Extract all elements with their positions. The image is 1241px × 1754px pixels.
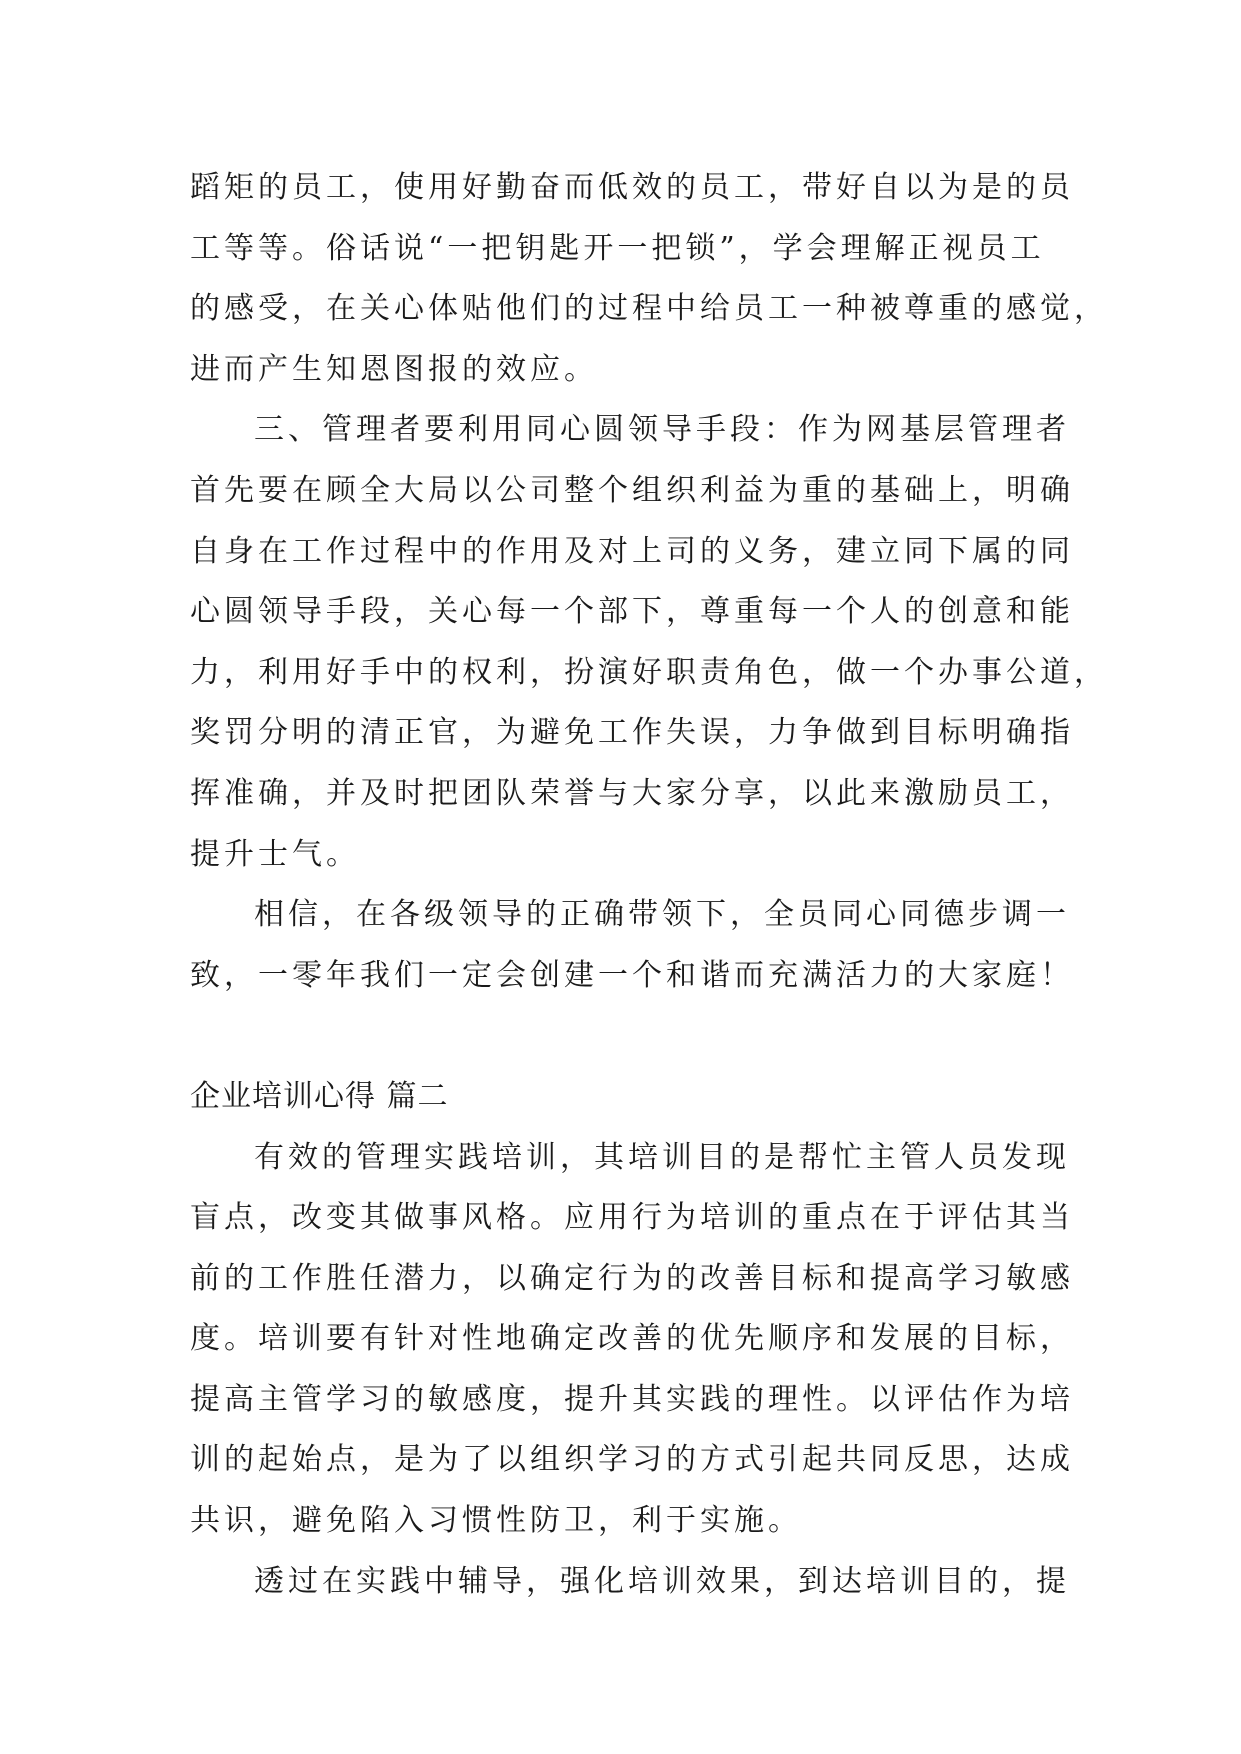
paragraph-first-line: 透过在实践中辅导，强化培训效果，到达培训目的，提: [254, 1563, 1070, 1599]
text-line: 工等等。俗话说“一把钥匙开一把锁”，学会理解正视员工: [190, 230, 1045, 266]
text-line: 提升士气。: [190, 836, 360, 872]
text-line: 致，一零年我们一定会创建一个和谐而充满活力的大家庭！: [190, 957, 1074, 993]
text-line: 度。培训要有针对性地确定改善的优先顺序和发展的目标，: [190, 1321, 1074, 1357]
paragraph-first-line: 相信，在各级领导的正确带领下，全员同心同德步调一: [254, 897, 1070, 933]
text-line: 挥准确，并及时把团队荣誉与大家分享，以此来激励员工，: [190, 775, 1074, 811]
text-line: 力，利用好手中的权利，扮演好职责角色，做一个办事公道，: [190, 654, 1108, 690]
text-line: 首先要在顾全大局以公司整个组织利益为重的基础上，明确: [190, 472, 1074, 508]
text-line: 前的工作胜任潜力，以确定行为的改善目标和提高学习敏感: [190, 1260, 1074, 1296]
text-line: 的感受，在关心体贴他们的过程中给员工一种被尊重的感觉，: [190, 291, 1108, 327]
text-line: 自身在工作过程中的作用及对上司的义务，建立同下属的同: [190, 533, 1074, 569]
document-body: [190, 158, 1108, 1612]
text-line: 心圆领导手段，关心每一个部下，尊重每一个人的创意和能: [190, 594, 1074, 630]
text-line: 训的起始点，是为了以组织学习的方式引起共同反思，达成: [190, 1442, 1074, 1478]
paragraph-first-line: 有效的管理实践培训，其培训目的是帮忙主管人员发现: [254, 1139, 1070, 1175]
section-heading: 企业培训心得 篇二: [190, 1078, 449, 1114]
text-line: 奖罚分明的清正官，为避免工作失误，力争做到目标明确指: [190, 715, 1074, 751]
paragraph-first-line: 三、管理者要利用同心圆领导手段：作为网基层管理者: [254, 412, 1070, 448]
text-line: 共识，避免陷入习惯性防卫，利于实施。: [190, 1503, 802, 1539]
text-line: 提高主管学习的敏感度，提升其实践的理性。以评估作为培: [190, 1381, 1074, 1417]
blank-line: [190, 1006, 1090, 1067]
text-line: 进而产生知恩图报的效应。: [190, 351, 598, 387]
text-line: 盲点，改变其做事风格。应用行为培训的重点在于评估其当: [190, 1200, 1074, 1236]
text-line: 蹈矩的员工，使用好勤奋而低效的员工，带好自以为是的员: [190, 170, 1074, 205]
